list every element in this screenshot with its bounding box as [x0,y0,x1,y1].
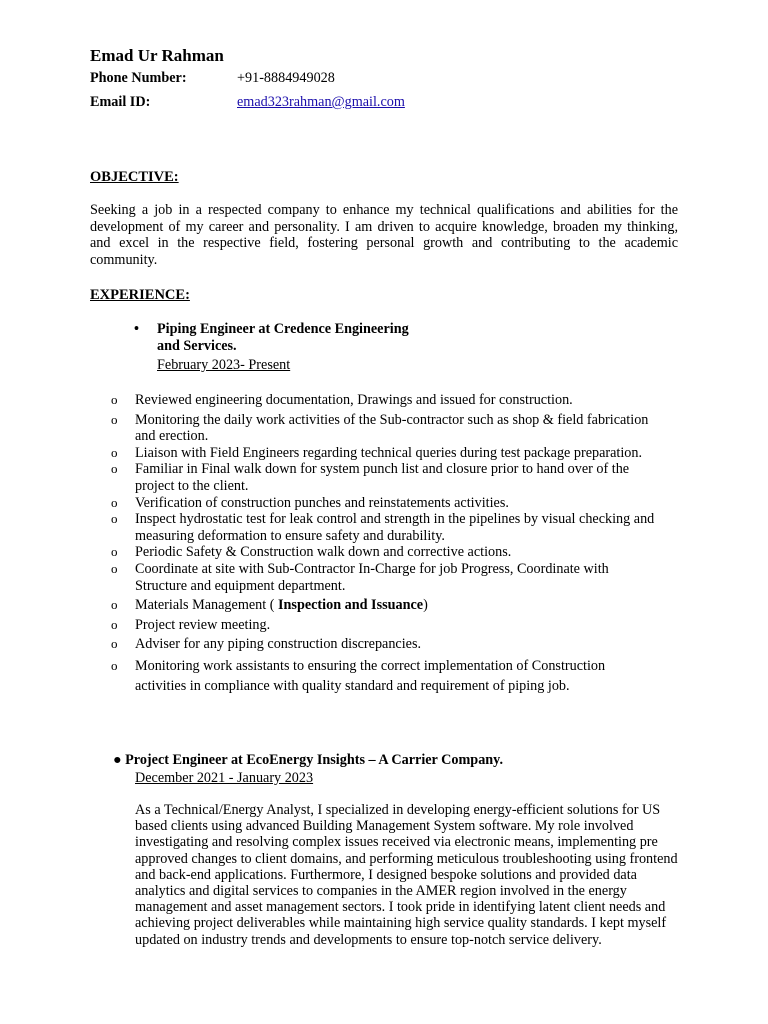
circle-bullet-icon: o [111,511,118,527]
job2-date: December 2021 - January 2023 [135,770,314,786]
email-label: Email ID: [90,94,151,110]
objective-heading: OBJECTIVE: [90,169,179,185]
job1-duty-list [0,392,768,696]
email-link[interactable]: emad323rahman@gmail.com [237,94,405,110]
duty-item: o Liaison with Field Engineers regarding technical queries during test package preparation. [111,444,643,461]
circle-bullet-icon: o [111,411,118,427]
phone-row [90,70,335,87]
duty-item: o Inspect hydrostatic test for leak control and strength in the pipelines by visual checking and measuring deformation to ensure safety and durability. [111,511,655,544]
duty-item: o Monitoring the daily work activities of the Sub-contractor such as shop & field fabrication and erection. [111,411,649,445]
circle-bullet-icon: o [111,597,118,613]
duty-item: o Reviewed engineering documentation, Drawings and issued for construction. [111,392,573,408]
circle-bullet-icon: o [111,461,118,477]
duty-item: o Verification of construction punches and reinstatements activities. [111,494,509,511]
circle-bullet-icon: o [111,444,118,460]
phone-label: Phone Number: [90,70,187,86]
email-row [90,94,405,111]
duty-item: o Familiar in Final walk down for system punch list and closure prior to hand over of the project to the client. [111,461,630,494]
objective-text: Seeking a job in a respected company to enhance my technical qualifications and abilities for the development of my career and personality. I am driven to acquire knowledge, broaden my thinking, and excel in the respective field, fostering personal growth and contributing to the academic community. [90,202,678,268]
circle-bullet-icon: o [111,544,118,560]
job1-date: February 2023- Present [157,357,291,373]
duty-item: o Coordinate at site with Sub-Contractor In-Charge for job Progress, Coordinate with Structure and equipment department. [111,560,609,594]
duty-item: o Periodic Safety & Construction walk down and corrective actions. [111,544,512,561]
duty-item: o Monitoring work assistants to ensuring the correct implementation of Construction activities in compliance with quality standard and requirement of piping job. [111,657,606,694]
circle-bullet-icon: o [111,657,118,673]
candidate-name: Emad Ur Rahman [90,46,224,65]
circle-bullet-icon: o [111,560,118,576]
circle-bullet-icon: o [111,494,118,510]
experience-heading: EXPERIENCE: [90,287,190,303]
job1-title-line2: and Services. [157,338,237,354]
job2-description: As a Technical/Energy Analyst, I specialized in developing energy-efficient solutions for US based clients using advanced Building Management System software. My role involved investigating and resolving complex issues received via electronic means, implementing pre approved changes to client domains, and performing meticulous troubleshooting using frontend and back-end applications. Furthermore, I designed bespoke solutions and provided data analytics and digital services to companies in the AMER region involved in the energy management and asset management sectors. I took pride in identifying latent client needs and achieving project deliverables while maintaining high service quality standards. I kept myself updated on industry trends and developments to ensure top-notch service delivery. [135,802,678,948]
circle-bullet-icon: o [111,636,118,652]
circle-bullet-icon: o [111,392,118,407]
duty-item: o Project review meeting. [111,616,271,633]
duty-item: o Adviser for any piping construction discrepancies. [111,636,422,653]
job1-bullet: • [134,321,139,337]
circle-bullet-icon: o [111,616,118,632]
job2-title: ● Project Engineer at EcoEnergy Insights – A Carrier Company. [113,752,504,768]
materials-bold-text: Inspection and Issuance [278,597,424,614]
phone-value: +91-8884949028 [237,70,335,86]
duty-item-materials: o Materials Management ( Inspection and Issuance) [111,597,428,614]
job1-title-line1: Piping Engineer at Credence Engineering [157,321,409,337]
